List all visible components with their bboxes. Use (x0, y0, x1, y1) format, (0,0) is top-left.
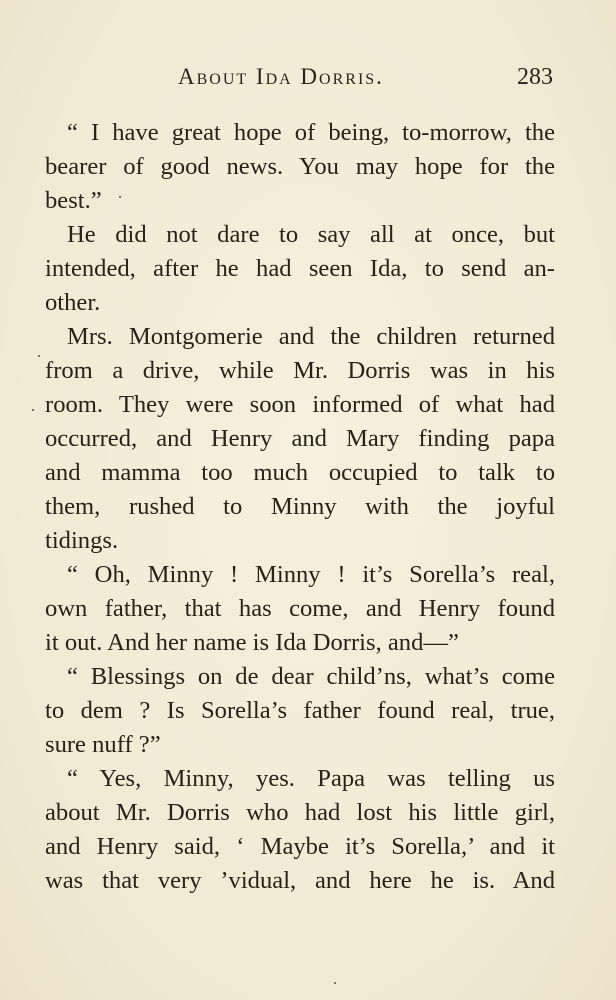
print-speck (334, 982, 336, 984)
print-speck (32, 409, 34, 411)
text-line: own father, that has come, and Henry found (45, 595, 555, 622)
text-line: “ Blessings on de dear child’ns, what’s come (67, 663, 555, 690)
print-speck (119, 196, 121, 198)
body-text (45, 116, 555, 898)
text-line: room. They were soon informed of what had (45, 391, 555, 418)
text-line: about Mr. Dorris who had lost his little girl, (45, 799, 555, 826)
page-header (0, 64, 616, 98)
text-line: Mrs. Montgomerie and the children returned (67, 323, 555, 350)
text-line: it out. And her name is Ida Dorris, and—” (45, 629, 459, 656)
text-line: and mamma too much occupied to talk to (45, 459, 555, 486)
page-number: 283 (517, 64, 553, 90)
print-speck (38, 355, 40, 357)
text-line: other. (45, 289, 101, 316)
text-line: “ Oh, Minny ! Minny ! it’s Sorella’s real, (67, 561, 555, 588)
text-line: was that very ’vidual, and here he is. And (45, 867, 555, 894)
text-line: “ Yes, Minny, yes. Papa was telling us (67, 765, 555, 792)
text-line: to dem ? Is Sorella’s father found real, true, (45, 697, 555, 724)
text-line: and Henry said, ‘ Maybe it’s Sorella,’ and it (45, 833, 555, 860)
text-line: He did not dare to say all at once, but (67, 221, 555, 248)
text-line: “ I have great hope of being, to-morrow, the (67, 119, 555, 146)
text-line: from a drive, while Mr. Dorris was in his (45, 357, 555, 384)
text-line: tidings. (45, 527, 119, 554)
text-line: bearer of good news. You may hope for the (45, 153, 555, 180)
running-head: About Ida Dorris. (178, 64, 384, 89)
text-line: intended, after he had seen Ida, to send an- (45, 255, 555, 282)
text-line: best.” (45, 187, 102, 214)
text-line: them, rushed to Minny with the joyful (45, 493, 555, 520)
text-line: occurred, and Henry and Mary finding papa (45, 425, 555, 452)
text-line: sure nuff ?” (45, 731, 161, 758)
